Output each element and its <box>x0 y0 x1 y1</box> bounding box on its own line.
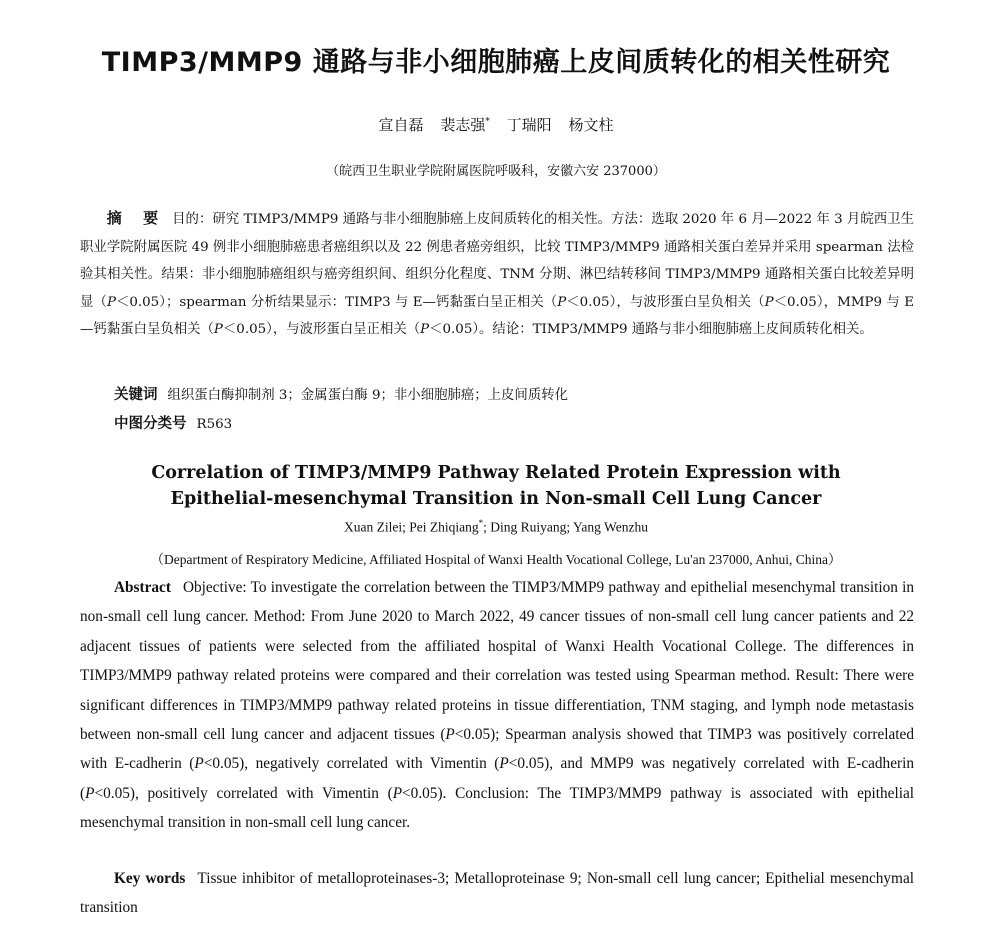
chinese-classification <box>114 412 232 433</box>
english-affiliation: （Department of Respiratory Medicine, Affiliated Hospital of Wanxi Health Vocational College, Lu'an 237000, Anhui, China） <box>150 552 842 567</box>
corresponding-mark-en: * <box>478 518 484 528</box>
english-title-line-1: Correlation of TIMP3/MMP9 Pathway Related Protein Expression with <box>151 463 841 483</box>
author-3: 丁瑞阳 <box>506 116 552 134</box>
english-abstract-label: Abstract <box>114 579 171 596</box>
english-keywords-text: Tissue inhibitor of metalloproteinases-3; Metalloproteinase 9; Non-small cell lung cancer; Epithelial mesenchymal transition <box>80 870 914 917</box>
chinese-keywords-label: 关键词 <box>114 387 158 403</box>
english-authors: Xuan Zilei; Pei Zhiqiang*; Ding Ruiyang; Yang Wenzhu <box>344 518 648 535</box>
corresponding-mark: * <box>485 117 490 127</box>
author-4: 杨文柱 <box>568 116 614 134</box>
english-title-line-2: Epithelial-mesenchymal Transition in Non-small Cell Lung Cancer <box>170 489 822 509</box>
chinese-authors <box>0 114 992 135</box>
author-2: 裴志强* <box>440 116 490 134</box>
classification-label: 中图分类号 <box>114 416 187 432</box>
english-abstract: Abstract Objective: To investigate the correlation between the TIMP3/MMP9 pathway and epithelial mesenchymal transition in non-small cell lung cancer. Method: From June 2020 to March 2022, 49 cancer tissues of non-small cell lung cancer patients and 22 adjacent tissues of patients were selected from the affiliated hospital of Wanxi Health Vocational College. The differences in TIMP3/MMP9 pathway related proteins were compared and their correlation was tested using Spearman method. Result: There were significant differences in TIMP3/MMP9 pathway related proteins in tissue differentiation, TNM staging, and lymph node metastasis between non-small cell lung cancer and adjacent tissues (P<0.05); Spearman analysis showed that TIMP3 was positively correlated with E-cadherin (P<0.05), negatively correlated with Vimentin (P<0.05), and MMP9 was negatively correlated with E-cadherin (P<0.05), positively correlated with Vimentin (P<0.05). Conclusion: The TIMP3/MMP9 pathway is associated with epithelial mesenchymal transition in non-small cell lung cancer. <box>80 579 914 832</box>
chinese-title: TIMP3/MMP9 通路与非小细胞肺癌上皮间质转化的相关性研究 <box>101 47 891 78</box>
chinese-affiliation: （皖西卫生职业学院附属医院呼吸科，安徽六安 237000） <box>326 164 666 179</box>
author-1: 宣自磊 <box>378 116 424 134</box>
chinese-keywords <box>114 383 568 404</box>
classification-code: R563 <box>196 417 233 432</box>
english-title <box>0 460 992 512</box>
english-keywords-label: Key words <box>114 870 186 887</box>
chinese-abstract-label: 摘 要 <box>106 209 167 227</box>
chinese-keywords-text: 组织蛋白酶抑制剂 3；金属蛋白酶 9；非小细胞肺癌；上皮间质转化 <box>167 388 568 403</box>
english-keywords <box>80 864 914 923</box>
chinese-abstract: 摘 要 目的：研究 TIMP3/MMP9 通路与非小细胞肺癌上皮间质转化的相关性。方法：选取 2020 年 6 月—2022 年 3 月皖西卫生职业学院附属医院 49 例非小细胞肺癌患者癌组织以及 22 例患者癌旁组织，比较 TIMP3/MMP9 通路相关蛋白差异并采用 spearman 法检验其相关性。结果：非小细胞肺癌组织与癌旁组织间、组织分化程度、TNM 分期、淋巴结转移间 TIMP3/MMP9 通路相关蛋白比较差异明显（P＜0.05）；spearman 分析结果显示：TIMP3 与 E—钙黏蛋白呈正相关（P＜0.05），与波形蛋白呈负相关（P＜0.05），MMP9 与 E—钙黏蛋白呈负相关（P＜0.05），与波形蛋白呈正相关（P＜0.05）。结论：TIMP3/MMP9 通路与非小细胞肺癌上皮间质转化相关。 <box>80 209 914 337</box>
